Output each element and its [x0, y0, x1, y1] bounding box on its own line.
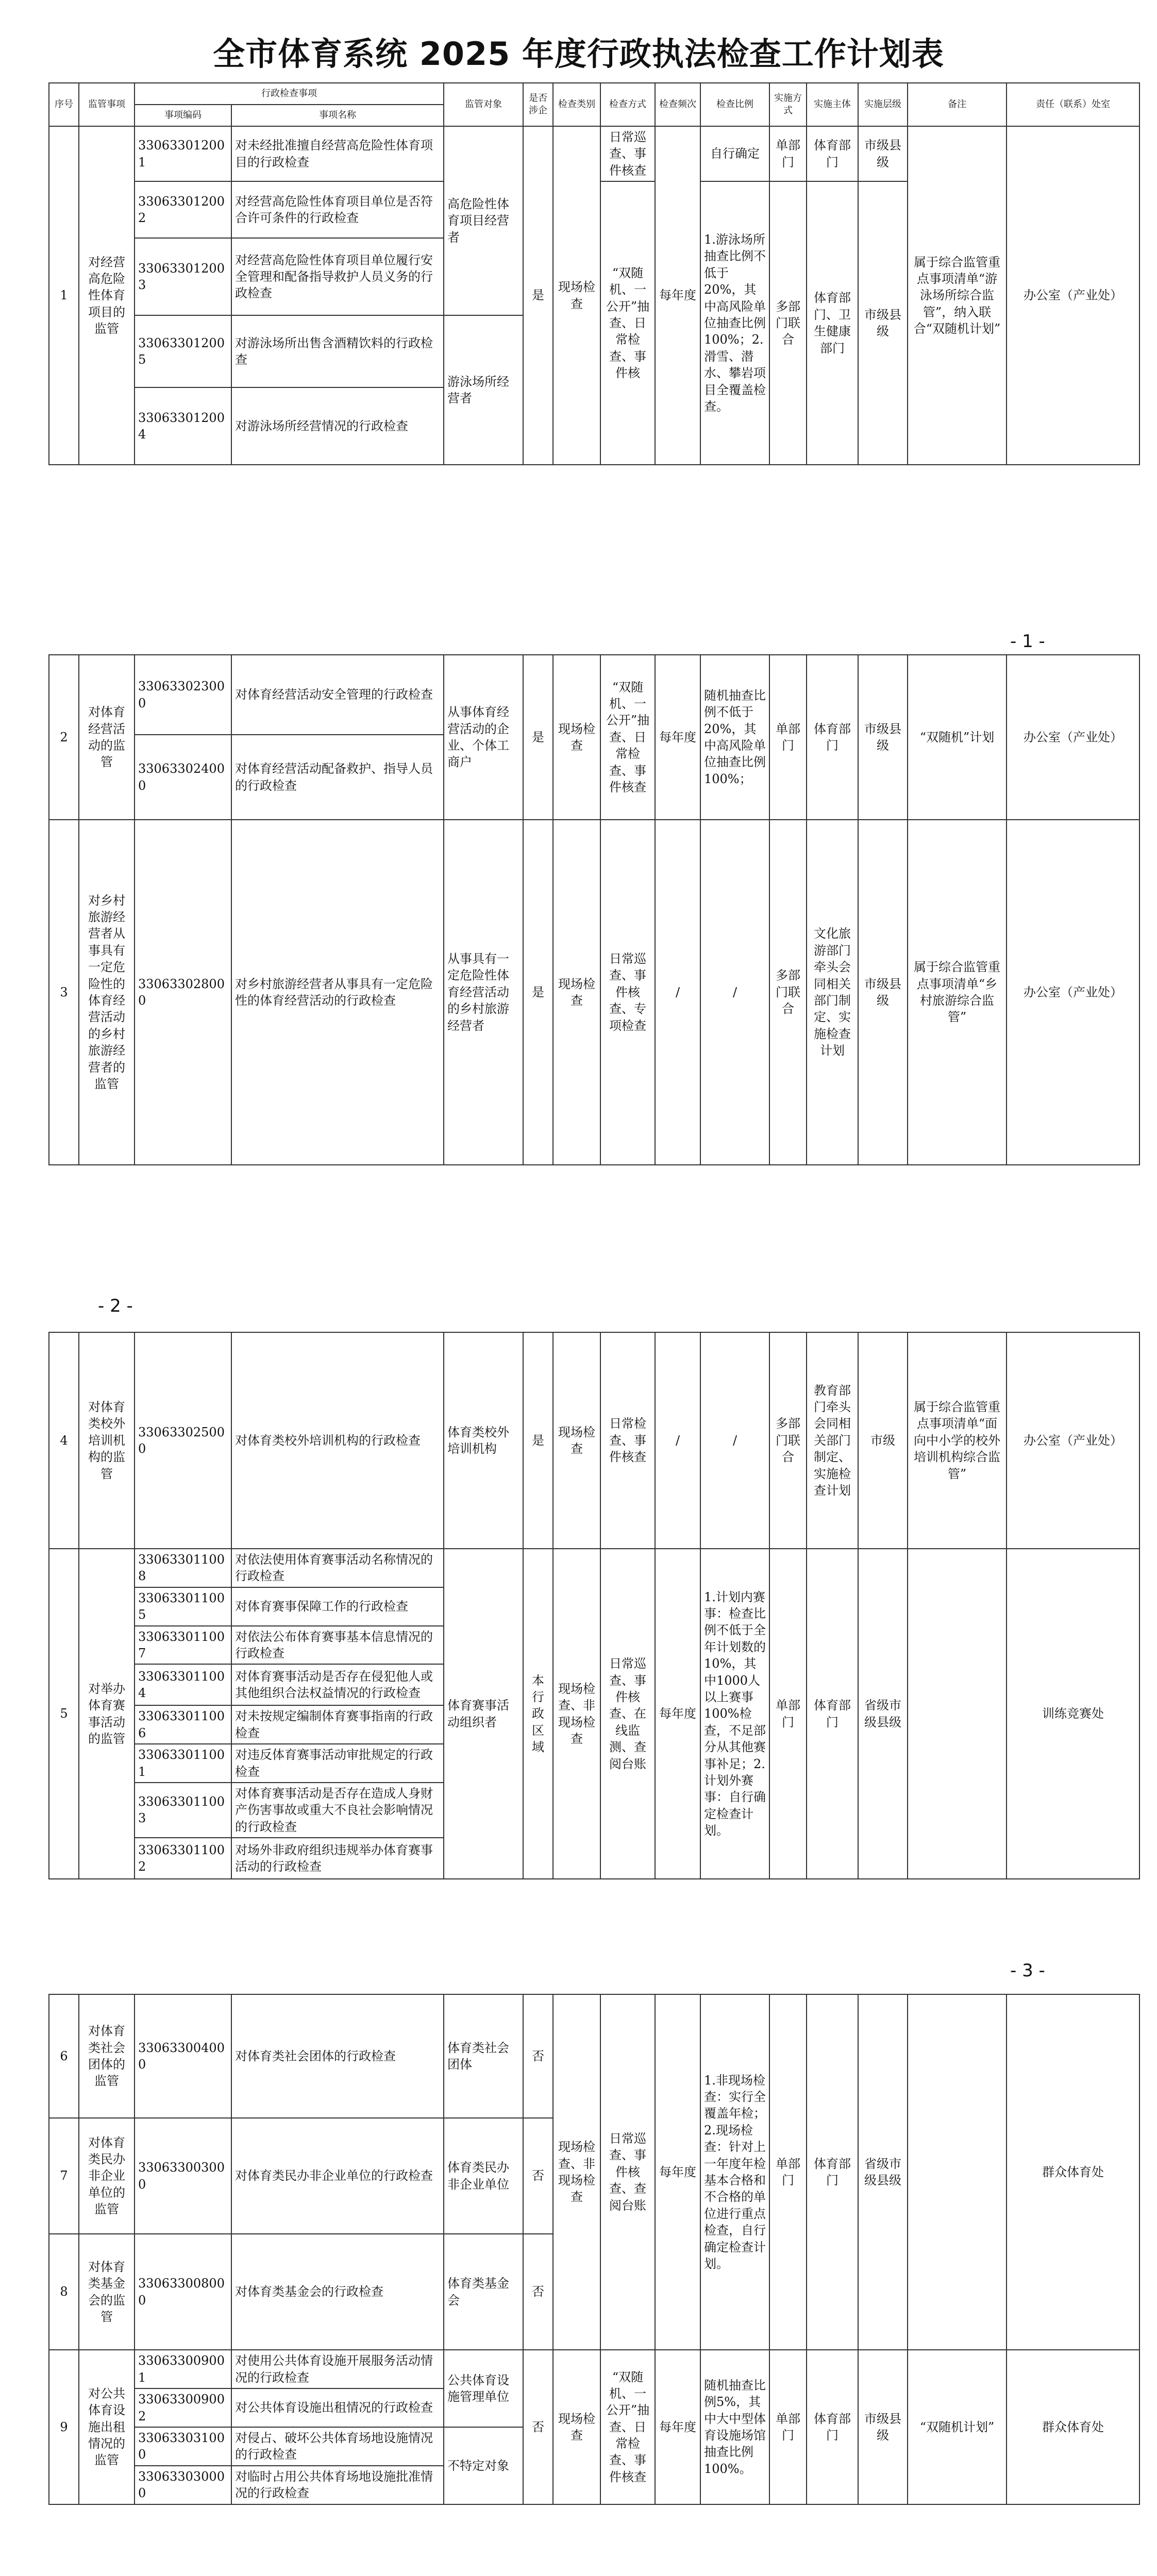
row-seq: 3 [49, 820, 79, 1165]
row-eval: 是 [523, 655, 553, 820]
item-name: 对场外非政府组织违规举办体育赛事活动的行政检查 [231, 1838, 444, 1879]
row-seq: 7 [49, 2118, 79, 2234]
row-impl-body: 体育部门、卫生健康部门 [807, 181, 858, 465]
row-category: 现场检查 [553, 655, 600, 820]
row-object: 体育类基金会 [444, 2234, 523, 2350]
item-code: 330633012001 [135, 126, 231, 181]
row-remark: 属于综合监管重点事项清单“游泳场所综合监管”，纳入联合“双随机计划” [908, 126, 1007, 465]
row-eval: 否 [523, 2234, 553, 2350]
header-level: 实施层级 [858, 83, 908, 126]
item-code: 330633028000 [135, 820, 231, 1165]
row-method: 日常巡查、事件核查、在线监测、查阅台账 [600, 1549, 655, 1879]
row-method: “双随机、一公开”抽查、日常检查、事件核查 [600, 2350, 655, 2504]
row-freq: / [655, 820, 700, 1165]
item-name: 对体育经营活动配备救护、指导人员的行政检查 [231, 735, 444, 820]
item-code: 330633011008 [135, 1549, 231, 1587]
header-category: 检查类别 [553, 83, 600, 126]
row-category: 现场检查 [553, 820, 600, 1165]
item-code: 330633011001 [135, 1744, 231, 1783]
row-matter: 对体育经营活动的监管 [79, 655, 135, 820]
row-impl-mode: 多部门联合 [769, 820, 807, 1165]
row-object: 公共体育设施管理单位 [444, 2350, 523, 2427]
row-impl-mode: 单部门 [769, 1994, 807, 2350]
item-code: 330633011007 [135, 1626, 231, 1665]
row-freq: 每年度 [655, 2350, 700, 2504]
item-code: 330633004000 [135, 1994, 231, 2118]
item-code: 330633031000 [135, 2427, 231, 2466]
item-name: 对依法使用体育赛事活动名称情况的行政检查 [231, 1549, 444, 1587]
row-freq: 每年度 [655, 655, 700, 820]
item-name: 对使用公共体育设施开展服务活动情况的行政检查 [231, 2350, 444, 2388]
item-name: 对违反体育赛事活动审批规定的行政检查 [231, 1744, 444, 1783]
row-ratio: 随机抽查比例不低于20%，其中高风险单位抽查比例100%； [700, 655, 769, 820]
row-dept: 训练竞赛处 [1007, 1549, 1139, 1879]
item-name: 对未按规定编制体育赛事指南的行政检查 [231, 1705, 444, 1744]
row-category: 现场检查 [553, 1332, 600, 1549]
item-name: 对经营高危险性体育项目单位是否符合许可条件的行政检查 [231, 181, 444, 238]
row-object: 体育赛事活动组织者 [444, 1549, 523, 1879]
row-object: 从事体育经营活动的企业、个体工商户 [444, 655, 523, 820]
header-check-items: 行政检查事项 [135, 83, 444, 105]
page-number: - 2 - [98, 1296, 133, 1316]
row-eval: 本行政区域 [523, 1549, 553, 1879]
item-code: 330633011003 [135, 1783, 231, 1838]
table-row [49, 2350, 1139, 2388]
item-name: 对体育类社会团体的行政检查 [231, 1994, 444, 2118]
item-name: 对公共体育设施出租情况的行政检查 [231, 2388, 444, 2427]
row-impl-body: 体育部门 [807, 1994, 858, 2350]
row-method: 日常巡查、事件核查 [600, 126, 655, 181]
row-ratio: 1.计划内赛事：检查比例不低于全年计划数的10%，其中1000人以上赛事100%检查，不足部分从其他赛事补足；2.计划外赛事：自行确定检查计划。 [700, 1549, 769, 1879]
row-ratio: 1.游泳场所抽查比例不低于20%，其中高风险单位抽查比例100%；2.滑雪、潜水、攀岩项目全覆盖检查。 [700, 181, 769, 465]
item-name: 对游泳场所经营情况的行政检查 [231, 387, 444, 465]
row-level: 省级市级县级 [858, 1549, 908, 1879]
row-freq: / [655, 1332, 700, 1549]
page-number: - 1 - [1010, 631, 1045, 652]
row-level: 省级市级县级 [858, 1994, 908, 2350]
table-row [49, 126, 1139, 181]
row-remark: 属于综合监管重点事项清单“面向中小学的校外培训机构综合监管” [908, 1332, 1007, 1549]
row-seq: 2 [49, 655, 79, 820]
row-method: “双随机、一公开”抽查、日常检查、事件核 [600, 181, 655, 465]
row-eval: 否 [523, 1994, 553, 2118]
row-eval: 是 [523, 1332, 553, 1549]
plan-table-page-4 [48, 1994, 1140, 2505]
item-code: 330633023000 [135, 655, 231, 735]
row-object: 从事具有一定危险性体育经营活动的乡村旅游经营者 [444, 820, 523, 1165]
row-dept: 办公室（产业处） [1007, 655, 1139, 820]
row-ratio: 自行确定 [700, 126, 769, 181]
item-name: 对体育赛事活动是否存在造成人身财产伤害事故或重大不良社会影响情况的行政检查 [231, 1783, 444, 1838]
row-freq: 每年度 [655, 126, 700, 465]
item-name: 对体育赛事活动是否存在侵犯他人或其他组织合法权益情况的行政检查 [231, 1664, 444, 1705]
row-level: 市级县级 [858, 181, 908, 465]
row-impl-body: 体育部门 [807, 126, 858, 181]
document-title: 全市体育系统 2025 年度行政执法检查工作计划表 [213, 35, 944, 73]
item-code: 330633011005 [135, 1587, 231, 1626]
row-object: 体育类校外培训机构 [444, 1332, 523, 1549]
item-name: 对侵占、破坏公共体育场地设施情况的行政检查 [231, 2427, 444, 2466]
row-impl-mode: 多部门联合 [769, 1332, 807, 1549]
row-ratio: 1.非现场检查：实行全覆盖年检；2.现场检查：针对上一年度年检基本合格和不合格的单位进行重点检查，自行确定检查计划。 [700, 1994, 769, 2350]
row-remark: “双随机计划” [908, 2350, 1007, 2504]
row-level: 市级县级 [858, 126, 908, 181]
row-category: 现场检查 [553, 126, 600, 465]
item-code: 330633011004 [135, 1664, 231, 1705]
row-matter: 对公共体育设施出租情况的监管 [79, 2350, 135, 2504]
item-code: 330633008000 [135, 2234, 231, 2350]
row-impl-body: 体育部门 [807, 2350, 858, 2504]
row-matter: 对举办体育赛事活动的监管 [79, 1549, 135, 1879]
row-matter: 对体育类校外培训机构的监管 [79, 1332, 135, 1549]
row-freq: 每年度 [655, 1994, 700, 2350]
row-seq: 1 [49, 126, 79, 465]
item-code: 330633012005 [135, 315, 231, 387]
row-impl-mode: 单部门 [769, 2350, 807, 2504]
row-object: 游泳场所经营者 [444, 315, 523, 465]
item-name: 对临时占用公共体育场地设施批准情况的行政检查 [231, 2466, 444, 2504]
row-seq: 5 [49, 1549, 79, 1879]
row-eval: 是 [523, 126, 553, 465]
header-freq: 检查频次 [655, 83, 700, 126]
page-number: - 3 - [1010, 1960, 1045, 1981]
item-code: 330633025000 [135, 1332, 231, 1549]
row-dept: 办公室（产业处） [1007, 1332, 1139, 1549]
table-row [49, 655, 1139, 735]
table-row [49, 1332, 1139, 1549]
header-seq: 序号 [49, 83, 79, 126]
header-method: 检查方式 [600, 83, 655, 126]
row-level: 市级县级 [858, 655, 908, 820]
row-seq: 9 [49, 2350, 79, 2504]
row-ratio: 随机抽查比例5%，其中大中型体育设施场馆抽查比例100%。 [700, 2350, 769, 2504]
item-name: 对游泳场所出售含酒精饮料的行政检查 [231, 315, 444, 387]
header-matter: 监管事项 [79, 83, 135, 126]
item-name: 对经营高危险性体育项目单位履行安全管理和配备指导救护人员义务的行政检查 [231, 238, 444, 315]
row-category: 现场检查 [553, 2350, 600, 2504]
item-name: 对依法公布体育赛事基本信息情况的行政检查 [231, 1626, 444, 1665]
row-impl-body: 体育部门 [807, 1549, 858, 1879]
row-remark: 属于综合监管重点事项清单“乡村旅游综合监管” [908, 820, 1007, 1165]
row-impl-body: 体育部门 [807, 655, 858, 820]
row-object: 不特定对象 [444, 2427, 523, 2504]
plan-table-page-2 [48, 654, 1140, 1165]
row-matter: 对乡村旅游经营者从事具有一定危险性的体育经营活动的乡村旅游经营者的监管 [79, 820, 135, 1165]
table-row [49, 1994, 1139, 2118]
table-row [49, 1549, 1139, 1587]
row-impl-mode: 单部门 [769, 655, 807, 820]
row-ratio: / [700, 820, 769, 1165]
item-code: 330633030000 [135, 2466, 231, 2504]
row-eval: 否 [523, 2118, 553, 2234]
row-level: 市级 [858, 1332, 908, 1549]
row-level: 市级县级 [858, 820, 908, 1165]
item-code: 330633012002 [135, 181, 231, 238]
row-eval: 是 [523, 820, 553, 1165]
header-ratio: 检查比例 [700, 83, 769, 126]
row-object: 体育类社会团体 [444, 1994, 523, 2118]
header-object: 监管对象 [444, 83, 523, 126]
row-impl-mode: 单部门 [769, 126, 807, 181]
header-code: 事项编码 [135, 105, 231, 126]
row-category: 现场检查、非现场检查 [553, 1994, 600, 2350]
header-name: 事项名称 [231, 105, 444, 126]
row-method: 日常巡查、事件核查、专项检查 [600, 820, 655, 1165]
row-remark: “双随机”计划 [908, 655, 1007, 820]
row-impl-body: 文化旅游部门牵头会同相关部门制定、实施检查计划 [807, 820, 858, 1165]
row-ratio: / [700, 1332, 769, 1549]
row-matter: 对经营高危险性体育项目的监管 [79, 126, 135, 465]
row-method: 日常巡查、事件核查、查阅台账 [600, 1994, 655, 2350]
row-matter: 对体育类社会团体的监管 [79, 1994, 135, 2118]
row-impl-body: 教育部门牵头会同相关部门制定、实施检查计划 [807, 1332, 858, 1549]
item-name: 对体育类基金会的行政检查 [231, 2234, 444, 2350]
row-freq: 每年度 [655, 1549, 700, 1879]
header-dept: 责任（联系）处室 [1007, 83, 1139, 126]
row-impl-mode: 单部门 [769, 1549, 807, 1879]
item-name: 对未经批准擅自经营高危险性体育项目的行政检查 [231, 126, 444, 181]
header-remark: 备注 [908, 83, 1007, 126]
row-remark [908, 1994, 1007, 2350]
row-method: 日常检查、事件核查 [600, 1332, 655, 1549]
item-code: 330633009001 [135, 2350, 231, 2388]
item-name: 对乡村旅游经营者从事具有一定危险性的体育经营活动的行政检查 [231, 820, 444, 1165]
header-eval: 是否涉企 [523, 83, 553, 126]
row-method: “双随机、一公开”抽查、日常检查、事件核查 [600, 655, 655, 820]
row-remark [908, 1549, 1007, 1879]
item-code: 330633024000 [135, 735, 231, 820]
item-code: 330633011002 [135, 1838, 231, 1879]
plan-table-page-1 [48, 82, 1140, 465]
row-object: 高危险性体育项目经营者 [444, 126, 523, 315]
item-code: 330633011006 [135, 1705, 231, 1744]
row-seq: 4 [49, 1332, 79, 1549]
item-code: 330633012003 [135, 238, 231, 315]
row-impl-mode: 多部门联合 [769, 181, 807, 465]
row-matter: 对体育类民办非企业单位的监管 [79, 2118, 135, 2234]
item-name: 对体育类校外培训机构的行政检查 [231, 1332, 444, 1549]
row-object: 体育类民办非企业单位 [444, 2118, 523, 2234]
item-name: 对体育赛事保障工作的行政检查 [231, 1587, 444, 1626]
row-matter: 对体育类基金会的监管 [79, 2234, 135, 2350]
item-code: 330633003000 [135, 2118, 231, 2234]
row-seq: 6 [49, 1994, 79, 2118]
row-seq: 8 [49, 2234, 79, 2350]
row-dept: 办公室（产业处） [1007, 126, 1139, 465]
item-code: 330633012004 [135, 387, 231, 465]
row-eval: 否 [523, 2350, 553, 2504]
row-level: 市级县级 [858, 2350, 908, 2504]
item-name: 对体育类民办非企业单位的行政检查 [231, 2118, 444, 2234]
row-dept: 办公室（产业处） [1007, 820, 1139, 1165]
item-code: 330633009002 [135, 2388, 231, 2427]
item-name: 对体育经营活动安全管理的行政检查 [231, 655, 444, 735]
header-impl-mode: 实施方式 [769, 83, 807, 126]
row-category: 现场检查、非现场检查 [553, 1549, 600, 1879]
row-dept: 群众体育处 [1007, 2350, 1139, 2504]
plan-table-page-3 [48, 1332, 1140, 1879]
row-dept: 群众体育处 [1007, 1994, 1139, 2350]
table-row [49, 820, 1139, 1165]
header-impl-body: 实施主体 [807, 83, 858, 126]
